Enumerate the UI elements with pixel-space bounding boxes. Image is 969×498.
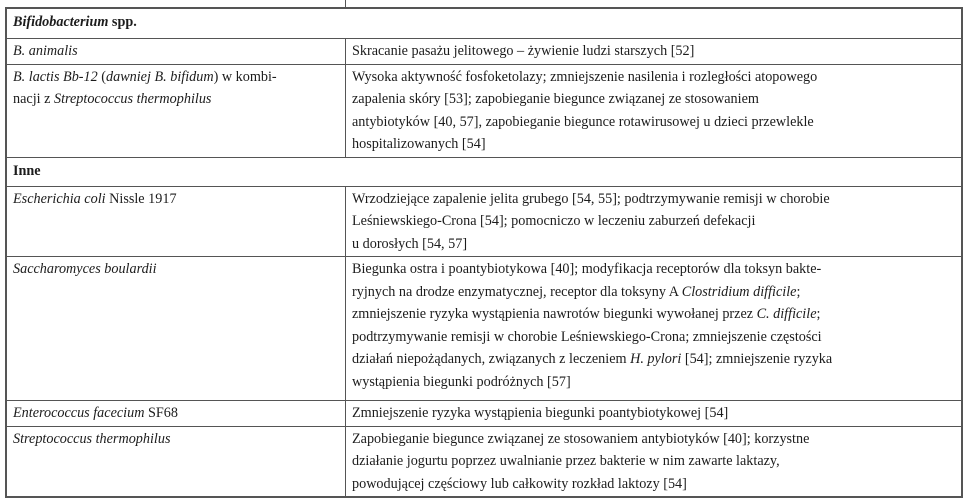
section-header-row	[6, 8, 962, 39]
italic-text: B. animalis	[13, 43, 78, 59]
section-title-rest: spp.	[108, 14, 137, 30]
effect-cell	[346, 426, 963, 497]
text: ; podtrzymywanie remisji w chorobie Leśniewskiego-Crona; zmniejszenie częstości działań niepożądanych, związanych z leczeniem	[352, 306, 822, 367]
table-row	[6, 186, 962, 257]
organism-cell	[6, 257, 346, 401]
effect-cell	[346, 64, 963, 157]
text: ) w kombi- nacji z	[13, 68, 277, 107]
text: Zmniejszenie ryzyka wystąpienia biegunki poantybiotykowej [54]	[352, 405, 729, 421]
italic-text: C. difficile	[756, 306, 817, 322]
organism-cell	[6, 186, 346, 257]
italic-text: H. pylori	[630, 351, 682, 367]
table-row	[6, 39, 962, 65]
effect-cell	[346, 186, 963, 257]
italic-text: Streptococcus thermophilus	[53, 91, 212, 107]
table-row	[6, 401, 962, 427]
italic-text: dawniej B. bifidum	[106, 68, 214, 85]
section-header-row	[6, 157, 962, 186]
section-title-rest: Inne	[13, 162, 41, 179]
effect-cell	[346, 257, 963, 401]
table-row	[6, 64, 962, 157]
effect-cell	[346, 39, 963, 65]
probiotics-table	[5, 7, 963, 498]
italic-text: Escherichia coli	[13, 190, 106, 207]
organism-cell	[6, 401, 346, 427]
table-row	[6, 426, 962, 497]
italic-text: Streptococcus thermophilus	[13, 430, 171, 447]
italic-text: Enterococcus facecium	[13, 405, 145, 421]
section-title-inne	[6, 157, 962, 186]
text: Nissle 1917	[105, 190, 177, 207]
section-title-italic: Bifidobacterium	[13, 14, 109, 30]
italic-text: B. lactis Bb-12	[13, 68, 98, 85]
text: ; zmniejszenie ryzyka wystąpienia nawrotów biegunki wywołanej przez	[352, 283, 801, 322]
text: Wysoka aktywność fosfoketolazy; zmniejszenie nasilenia i rozległości atopowego zapalenia skóry [53]; zapobieganie biegunce związanej ze stosowaniem antybiotyków [40, 57], zapobieganie biegunce rotawirusowej u dzieci przewlekle hospitalizowanych [54]	[352, 68, 818, 152]
text: Zapobieganie biegunce związanej ze stosowaniem antybiotyków [40]; korzystne działanie jogurtu poprzez uwalnianie przez bakterie w nim zawarte laktazy, powodującej częściowy lub całkowity rozkład laktozy [54]	[352, 430, 810, 492]
column-divider-stub	[345, 0, 346, 7]
organism-cell	[6, 39, 346, 65]
text: [54]; zmniejszenie ryzyka wystąpienia biegunki podróżnych [57]	[352, 351, 833, 390]
text: SF68	[144, 405, 178, 421]
text: Biegunka ostra i poantybiotykowa [40]; modyfikacja receptorów dla toksyn bakte- ryjnych na drodze enzymatycznej, receptor dla toksyny A	[352, 261, 822, 300]
italic-text: Clostridium difficile	[681, 283, 797, 300]
text: Skracanie pasażu jelitowego – żywienie ludzi starszych [52]	[352, 43, 695, 59]
text: Wrzodziejące zapalenie jelita grubego [54, 55]; podtrzymywanie remisji w chorobie Leśniewskiego-Crona [54]; pomocniczo w leczeniu zaburzeń defekacji u dorosłych [54, 57]	[352, 190, 830, 252]
section-title-bifidobacterium	[6, 8, 962, 39]
effect-cell	[346, 401, 963, 427]
table-row	[6, 257, 962, 401]
organism-cell	[6, 64, 346, 157]
text: (	[97, 68, 106, 85]
italic-text: Saccharomyces boulardii	[13, 261, 157, 277]
organism-cell	[6, 426, 346, 497]
